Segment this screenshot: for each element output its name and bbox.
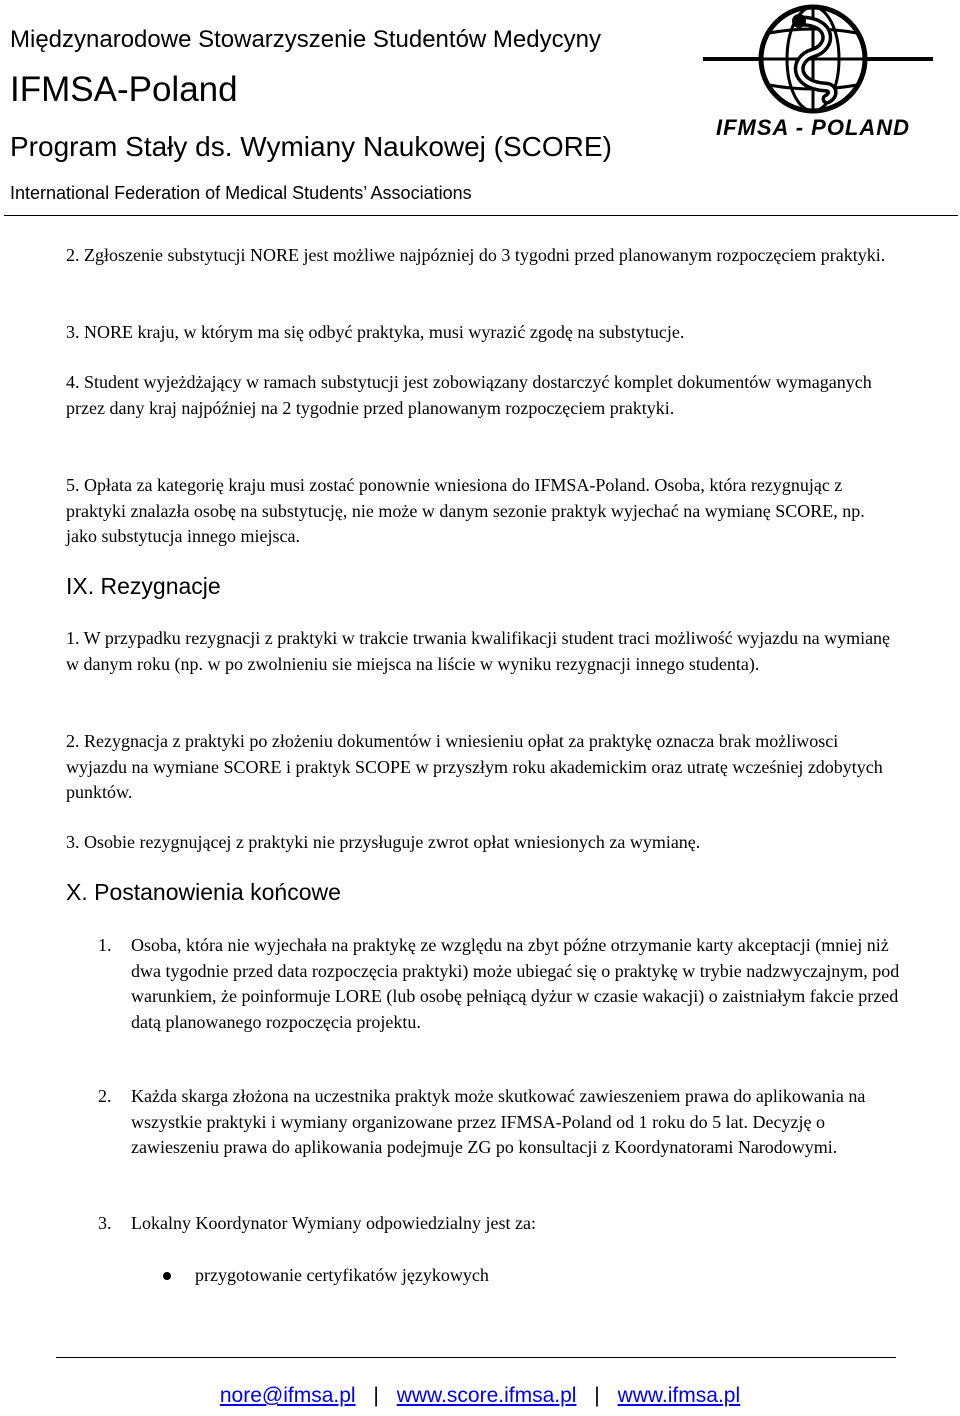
bullet-item: przygotowanie certyfikatów językowych (195, 1265, 489, 1285)
paragraph-3: 3. NORE kraju, w którym ma się odbyć praktyka, musi wyrazić zgodę na substytucje. (66, 322, 685, 342)
email-link[interactable]: nore@ifmsa.pl (219, 1384, 356, 1407)
list-item-number: 2. (98, 1086, 112, 1106)
list-item: Każda skarga złożona na uczestnika praktyk może skutkować zawieszeniem prawa do aplikowania na wszystkie praktyki i wymiany organizowane przez IFMSA-Poland od 1 roku do 5 lat. Decyzję o zawieszeniu prawa do aplikowania podejmuje ZG po konsultacji z Koordynatorami Narodowymi. (131, 1086, 866, 1157)
org-short-name: IFMSA-Poland (10, 70, 238, 109)
paragraph-2: 2. Zgłoszenie substytucji NORE jest możliwe najpózniej do 3 tygodni przed planowanym rozpoczęciem praktyki. (66, 245, 886, 265)
rezygnacje-paragraph-3: 3. Osobie rezygnującej z praktyki nie przysługuje zwrot opłat wniesionych za wymianę. (66, 832, 701, 852)
list-item: Lokalny Koordynator Wymiany odpowiedzialny jest za: (131, 1213, 536, 1233)
federation-name: International Federation of Medical Students’ Associations (10, 183, 472, 203)
page-footer (0, 1384, 960, 1408)
list-item: Osoba, która nie wyjechała na praktykę ze względu na zbyt późne otrzymanie karty akceptacji (mniej niż dwa tygodnie przed data rozpoczęcia praktyki) może ubiegać się o praktykę w trybie nadzwyczajnym, pod warunkiem, że poinformuje LORE (lub osobę pełniącą dyżur w czasie wakacji) o zaistniałym fakcie przed datą planowanego rozpoczęcia projektu. (131, 935, 900, 1032)
list-item-number: 3. (98, 1213, 112, 1233)
page-header (0, 0, 960, 218)
rezygnacje-paragraph-2: 2. Rezygnacja z praktyki po złożeniu dokumentów i wniesieniu opłat za praktykę oznacza brak możliwosci wyjazdu na wymiane SCORE i praktyk SCOPE w przyszłym roku akademickim oraz utratę wcześniej zdobytych punktów. (66, 731, 883, 802)
header-divider (4, 215, 958, 216)
footer-divider (56, 1357, 896, 1358)
footer-separator: | (594, 1384, 600, 1407)
logo-text: IFMSA - POLAND (715, 115, 911, 140)
org-name: Międzynarodowe Stowarzyszenie Studentów Medycyny (10, 26, 601, 53)
section-heading-ix: IX. Rezygnacje (66, 573, 221, 599)
paragraph-5: 5. Opłata za kategorię kraju musi zostać ponownie wniesiona do IFMSA-Poland. Osoba, która rezygnując z praktyki znalazła osobę na substytucję, nie może w danym sezonie praktyk wyjechać na wymianę SCORE, np. jako substytucja innego miejsca. (66, 475, 865, 546)
bullet-icon (163, 1272, 171, 1280)
ifmsa-logo (683, 3, 943, 153)
globe-snake-icon (683, 3, 943, 115)
rezygnacje-paragraph-1: 1. W przypadku rezygnacji z praktyki w trakcie trwania kwalifikacji student traci możliwość wyjazdu na wymianę w danym roku (np. w po zwolnieniu sie miejsca na liście w wyniku rezygnacji innego studenta). (66, 628, 891, 674)
paragraph-4: 4. Student wyjeżdżający w ramach substytucji jest zobowiązany dostarczyć komplet dokumentów wymaganych przez dany kraj najpóźniej na 2 tygodnie przed planowanym rozpoczęciem praktyki. (66, 372, 872, 418)
ifmsa-website-link[interactable]: www.ifmsa.pl (617, 1384, 741, 1407)
program-name: Program Stały ds. Wymiany Naukowej (SCORE) (10, 131, 612, 162)
score-website-link[interactable]: www.score.ifmsa.pl (396, 1384, 577, 1407)
footer-separator: | (373, 1384, 379, 1407)
section-heading-x: X. Postanowienia końcowe (66, 879, 341, 905)
list-item-number: 1. (98, 935, 112, 955)
